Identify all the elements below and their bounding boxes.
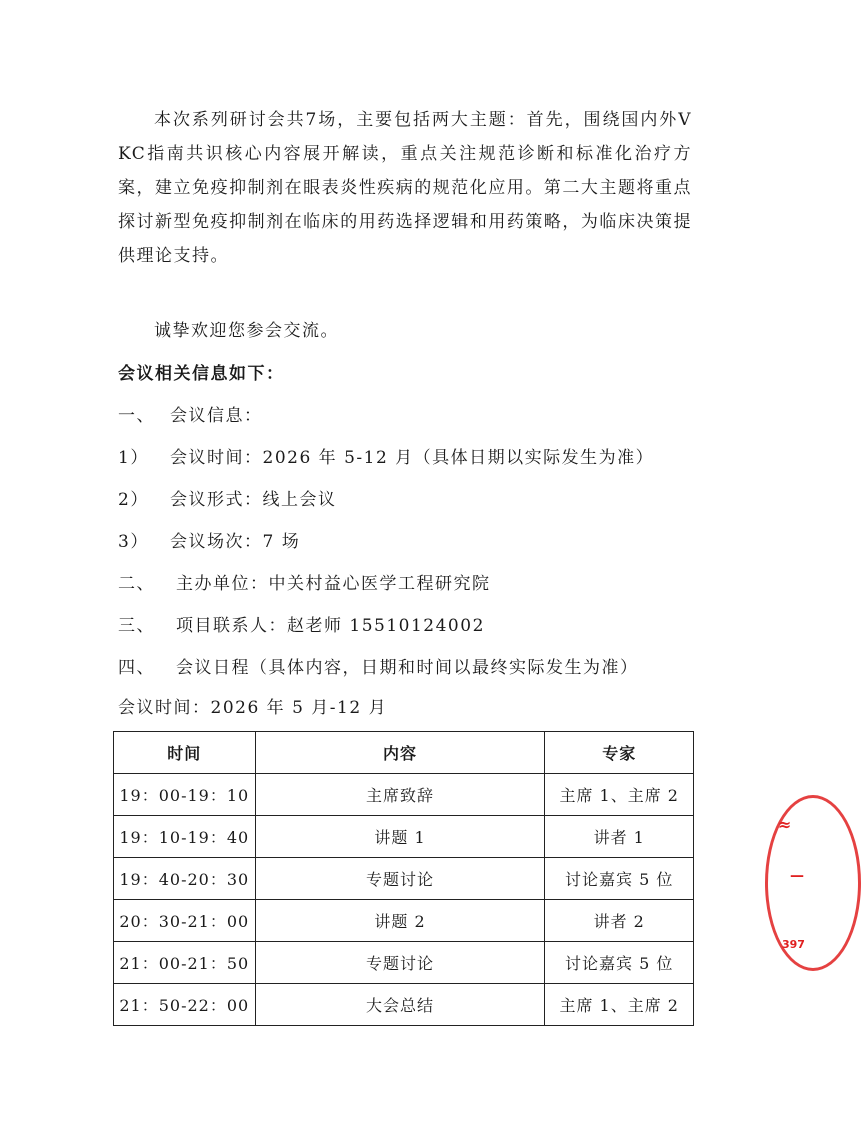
section-1-number: 一、	[118, 406, 155, 426]
section-4-text: 会议日程（具体内容，日期和时间以最终实际发生为准）	[176, 658, 639, 678]
row-content: 大会总结	[255, 984, 545, 1026]
row-time: 21：00-21：50	[114, 942, 256, 984]
section-1	[118, 399, 692, 433]
seal-digits: 397	[782, 938, 805, 951]
section-3-number: 三、	[118, 616, 155, 636]
row-content: 专题讨论	[255, 858, 545, 900]
seal-fragment-icon: ≈	[778, 815, 792, 834]
invite-line: 诚挚欢迎您参会交流。	[154, 321, 339, 341]
item-3-number: 3）	[118, 532, 149, 552]
row-time: 21：50-22：00	[114, 984, 256, 1026]
table-row	[114, 816, 694, 858]
item-2-text: 会议形式：线上会议	[170, 490, 337, 510]
row-expert: 讨论嘉宾 5 位	[545, 942, 694, 984]
schedule-header-row	[114, 732, 694, 774]
info-item-3	[118, 525, 692, 559]
row-expert: 主席 1、主席 2	[545, 774, 694, 816]
header-expert: 专家	[545, 732, 694, 774]
row-time: 19：40-20：30	[114, 858, 256, 900]
item-3-text: 会议场次：7 场	[170, 532, 301, 552]
row-content: 讲题 2	[255, 900, 545, 942]
table-row	[114, 942, 694, 984]
row-time: 19：00-19：10	[114, 774, 256, 816]
row-expert: 讲者 1	[545, 816, 694, 858]
row-expert: 主席 1、主席 2	[545, 984, 694, 1026]
schedule-table	[113, 731, 694, 1026]
item-1-number: 1）	[118, 448, 149, 468]
header-content: 内容	[255, 732, 545, 774]
info-item-1	[118, 441, 692, 475]
seal-dash-icon: —	[790, 868, 804, 884]
section-4	[118, 651, 692, 685]
section-3-text: 项目联系人：赵老师 15510124002	[176, 616, 485, 636]
section-3	[118, 609, 692, 643]
section-1-label: 会议信息：	[170, 406, 263, 426]
section-2-text: 主办单位：中关村益心医学工程研究院	[176, 574, 491, 594]
intro-paragraph: 本次系列研讨会共7场，主要包括两大主题：首先，围绕国内外VKC指南共识核心内容展开解读，重点关注规范诊断和标准化治疗方案，建立免疫抑制剂在眼表炎性疾病的规范化应用。第二大主题将重点探讨新型免疫抑制剂在临床的用药选择逻辑和用药策略，为临床决策提供理论支持。	[118, 110, 692, 266]
row-time: 19：10-19：40	[114, 816, 256, 858]
row-time: 20：30-21：00	[114, 900, 256, 942]
info-item-2	[118, 483, 692, 517]
item-2-number: 2）	[118, 490, 149, 510]
row-content: 主席致辞	[255, 774, 545, 816]
row-content: 讲题 1	[255, 816, 545, 858]
header-time: 时间	[114, 732, 256, 774]
schedule-time: 会议时间：2026 年 5 月-12 月	[118, 698, 388, 718]
table-row	[114, 984, 694, 1026]
row-content: 专题讨论	[255, 942, 545, 984]
row-expert: 讨论嘉宾 5 位	[545, 858, 694, 900]
section-4-number: 四、	[118, 658, 155, 678]
item-1-text: 会议时间：2026 年 5-12 月（具体日期以实际发生为准）	[170, 448, 655, 468]
table-row	[114, 774, 694, 816]
info-heading: 会议相关信息如下：	[118, 364, 285, 384]
row-expert: 讲者 2	[545, 900, 694, 942]
table-row	[114, 900, 694, 942]
table-row	[114, 858, 694, 900]
section-2-number: 二、	[118, 574, 155, 594]
section-2	[118, 567, 692, 601]
